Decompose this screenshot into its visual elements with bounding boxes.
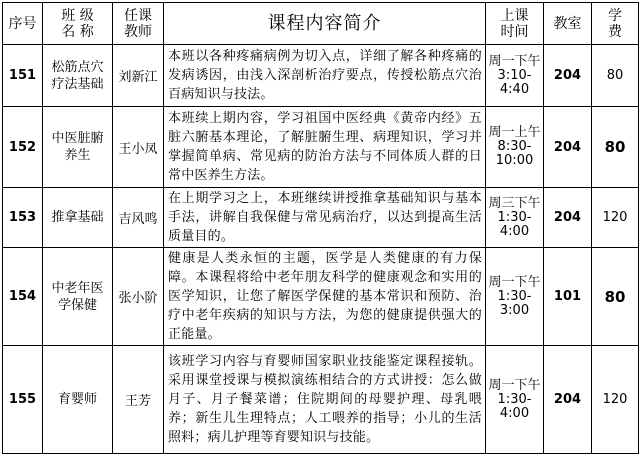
classroom: 204: [544, 107, 592, 188]
course-table: [2, 2, 639, 454]
class-time: 周一下午 1:30-4:00: [486, 346, 544, 454]
class-time: 周三下午 1:30-4:00: [486, 188, 544, 248]
table-row: [3, 45, 639, 107]
row-number: 154: [3, 248, 43, 346]
classroom: 204: [544, 45, 592, 107]
teacher-name: 刘新江: [113, 45, 164, 107]
tuition-fee: 80: [592, 45, 639, 107]
header-content: 课程内容简介: [164, 3, 486, 45]
header-seq: 序号: [3, 3, 43, 45]
teacher-name: 吉风鸣: [113, 188, 164, 248]
row-number: 151: [3, 45, 43, 107]
class-name: 中老年医 学保健: [43, 248, 113, 346]
tuition-fee: 120: [592, 188, 639, 248]
class-name: 育婴师: [43, 346, 113, 454]
classroom: 204: [544, 346, 592, 454]
class-time: 周一上午 8:30-10:00: [486, 107, 544, 188]
row-number: 153: [3, 188, 43, 248]
table-row: [3, 188, 639, 248]
course-description: 健康是人类永恒的主题，医学是人类健康的有力保障。本课程将给中老年朋友科学的健康观念和实用的医学知识，让您了解医学保健的基本常识和预防、治疗中老年疾病的知识与方法，为您的健康提供强大的正能量。: [164, 248, 486, 346]
classroom: 101: [544, 248, 592, 346]
tuition-fee: 80: [592, 248, 639, 346]
table-row: [3, 248, 639, 346]
teacher-name: 王芳: [113, 346, 164, 454]
course-description: 该班学习内容与育婴师国家职业技能鉴定课程接轨。采用课堂授课与模拟演练相结合的方式讲授：怎么做月子、月子餐菜谱；住院期间的母婴护理、母乳喂养；新生儿生理特点；人工喂养的指导；小儿的生活照料；病儿护理等育婴知识与技能。: [164, 346, 486, 454]
row-number: 155: [3, 346, 43, 454]
header-room: 教室: [544, 3, 592, 45]
class-name: 推拿基础: [43, 188, 113, 248]
table-row: [3, 346, 639, 454]
class-name: 松筋点穴 疗法基础: [43, 45, 113, 107]
header-class-name: 班 级 名 称: [43, 3, 113, 45]
class-time: 周一下午 3:10-4:40: [486, 45, 544, 107]
classroom: 204: [544, 188, 592, 248]
course-description: 在上期学习之上，本班继续讲授推拿基础知识与基本手法，讲解自我保健与常见病治疗，以达到提高生活质量目的。: [164, 188, 486, 248]
table-row: [3, 107, 639, 188]
class-time: 周一下午 1:30-3:00: [486, 248, 544, 346]
class-name: 中医脏腑 养生: [43, 107, 113, 188]
teacher-name: 张小阶: [113, 248, 164, 346]
tuition-fee: 80: [592, 107, 639, 188]
tuition-fee: 120: [592, 346, 639, 454]
course-description: 本班续上期内容，学习祖国中医经典《黄帝内经》五脏六腑基本理论，了解脏腑生理、病理知识，学习并掌握简单病、常见病的防治方法与不同体质人群的日常中医养生方法。: [164, 107, 486, 188]
header-time: 上课 时间: [486, 3, 544, 45]
header-row: [3, 3, 639, 45]
row-number: 152: [3, 107, 43, 188]
header-fee: 学 费: [592, 3, 639, 45]
header-teacher: 任课 教师: [113, 3, 164, 45]
course-description: 本班以各种疼痛病例为切入点，详细了解各种疼痛的发病诱因，由浅入深剖析治疗要点，传授松筋点穴治百病知识与技法。: [164, 45, 486, 107]
teacher-name: 王小凤: [113, 107, 164, 188]
